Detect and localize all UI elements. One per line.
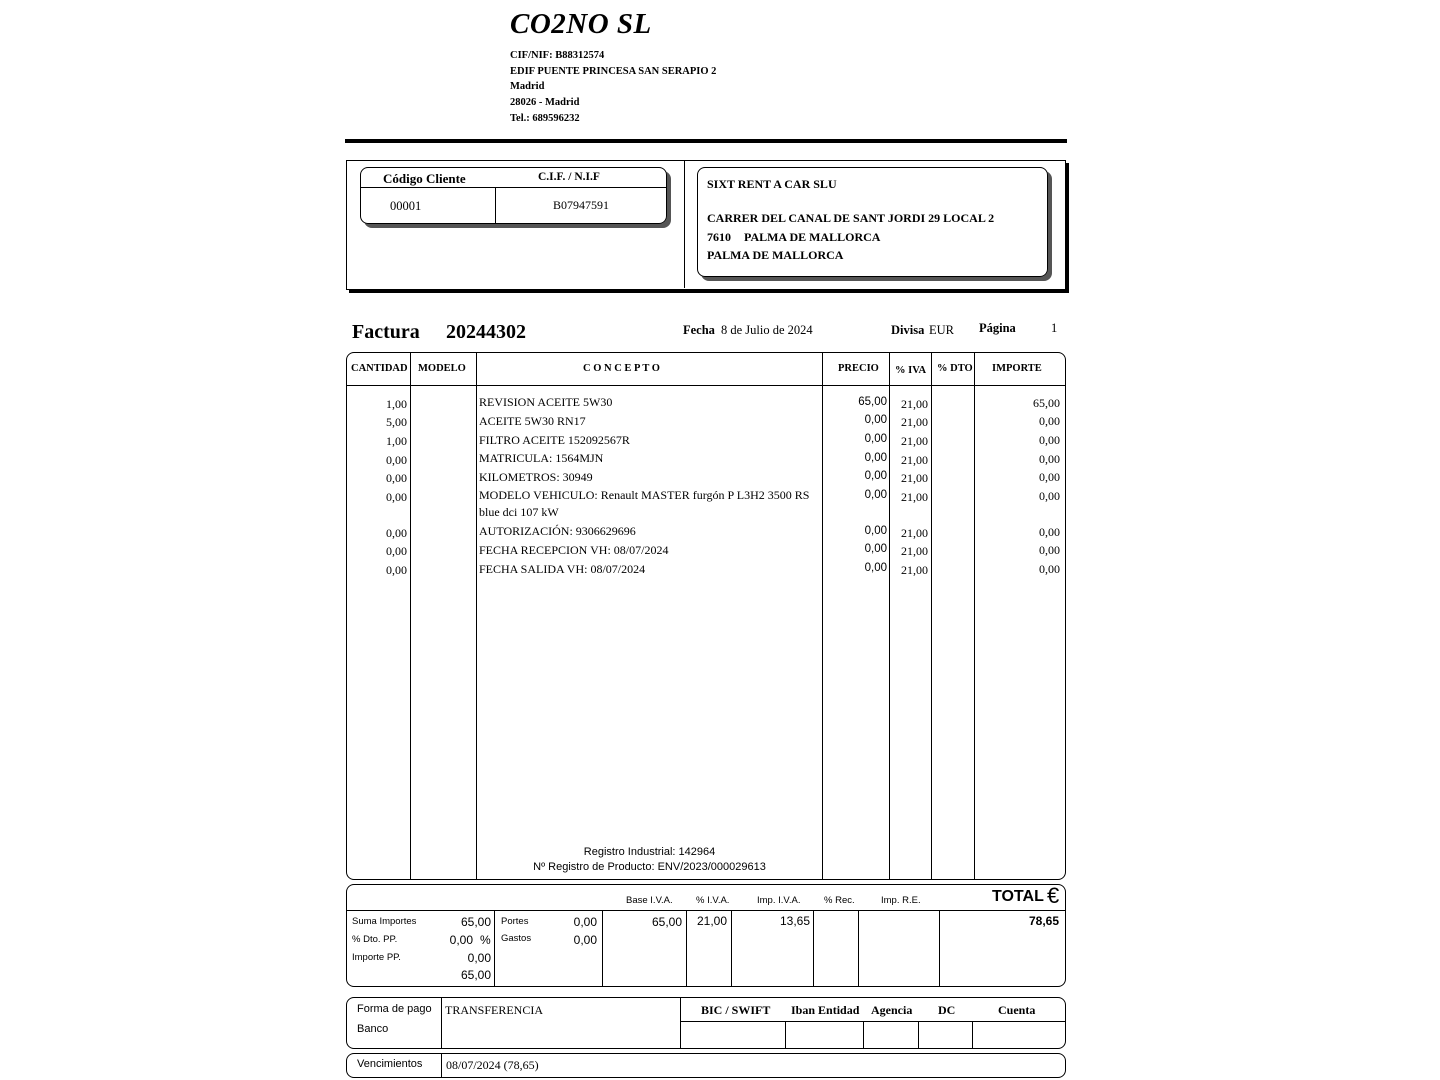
suma-importes: 65,00 <box>460 915 491 929</box>
company-city: Madrid <box>510 81 545 92</box>
client-divider <box>684 160 685 288</box>
row-concepto: FECHA SALIDA VH: 08/07/2024 <box>479 562 646 576</box>
row-cantidad: 0,00 <box>386 563 407 577</box>
row-importe: 0,00 <box>1039 470 1060 484</box>
row-precio: 0,00 <box>864 433 887 445</box>
header-importe: IMPORTE <box>992 363 1042 374</box>
row-cantidad: 1,00 <box>386 434 407 448</box>
row-cantidad: 0,00 <box>386 471 407 485</box>
imp-iva-label: Imp. I.V.A. <box>757 895 801 906</box>
company-phone: Tel.: 689596232 <box>510 113 580 124</box>
registro-producto: Nº Registro de Producto: ENV/2023/000029613 <box>533 861 766 873</box>
row-importe: 0,00 <box>1039 562 1060 576</box>
items-table <box>346 352 1066 880</box>
header-dto: % DTO <box>937 363 973 374</box>
dc-label: DC <box>938 1003 956 1017</box>
items-header-rule <box>347 385 1065 386</box>
client-name: SIXT RENT A CAR SLU <box>707 177 837 191</box>
row-precio: 65,00 <box>858 396 887 408</box>
invoice-number: 20244302 <box>446 321 526 343</box>
row-concepto: AUTORIZACIÓN: 9306629696 <box>479 524 636 538</box>
invoice-date: 8 de Julio de 2024 <box>721 323 813 337</box>
gastos-label: Gastos <box>501 933 532 944</box>
dto-pp-pct: % <box>480 933 491 947</box>
euro-icon: € <box>1047 883 1060 908</box>
row-iva: 21,00 <box>901 453 928 467</box>
page-label: Página <box>979 321 1016 335</box>
dto-pp: 0,00 <box>449 933 473 947</box>
row-precio: 0,00 <box>864 452 887 464</box>
client-cif-label: C.I.F. / N.I.F <box>538 171 600 183</box>
row-importe: 0,00 <box>1039 489 1060 503</box>
row-concepto: MATRICULA: 1564MJN <box>479 451 604 465</box>
row-iva: 21,00 <box>901 415 928 429</box>
pct-iva: 21,00 <box>696 914 727 928</box>
header-rule <box>345 139 1067 143</box>
imp-re-label: Imp. R.E. <box>881 895 921 906</box>
gastos: 0,00 <box>573 933 597 947</box>
vencimientos-value: 08/07/2024 (78,65) <box>446 1058 539 1072</box>
row-precio: 0,00 <box>864 562 887 574</box>
col-divider <box>476 353 477 879</box>
company-cif: CIF/NIF: B88312574 <box>510 50 605 61</box>
header-concepto: C O N C E P T O <box>583 363 660 374</box>
row-iva: 21,00 <box>901 526 928 540</box>
client-code-value: 00001 <box>390 199 422 213</box>
importe-pp-label: Importe PP. <box>352 952 401 963</box>
base-iva: 65,00 <box>651 915 682 929</box>
col-divider <box>974 353 975 879</box>
invoice-currency: EUR <box>929 323 954 337</box>
header-precio: PRECIO <box>838 363 879 374</box>
row-precio: 0,00 <box>864 525 887 537</box>
pct-iva-label: % I.V.A. <box>696 895 730 906</box>
row-cantidad: 1,00 <box>386 397 407 411</box>
bic-label: BIC / SWIFT <box>701 1003 771 1017</box>
forma-pago: TRANSFERENCIA <box>445 1003 544 1017</box>
row-importe: 0,00 <box>1039 525 1060 539</box>
registro-industrial: Registro Industrial: 142964 <box>583 846 716 858</box>
iban-label: Iban Entidad <box>791 1003 860 1017</box>
row-importe: 65,00 <box>1033 396 1060 410</box>
total-label: TOTAL <box>992 888 1044 905</box>
col-divider <box>889 353 890 879</box>
row-importe: 0,00 <box>1039 433 1060 447</box>
agencia-label: Agencia <box>871 1003 913 1017</box>
bank-divider <box>918 1021 919 1048</box>
row-concepto-continued: blue dci 107 kW <box>479 505 559 519</box>
bank-divider <box>785 1021 786 1048</box>
company-name: CO2NO SL <box>510 8 652 40</box>
subtotal: 65,00 <box>460 968 491 982</box>
row-importe: 0,00 <box>1039 414 1060 428</box>
portes: 0,00 <box>573 915 597 929</box>
imp-iva: 13,65 <box>779 914 810 928</box>
col-divider <box>822 353 823 879</box>
total-value: 78,65 <box>1028 914 1059 928</box>
row-precio: 0,00 <box>864 489 887 501</box>
vencimientos-label: Vencimientos <box>357 1058 423 1070</box>
totals-header-rule <box>347 910 1065 911</box>
bank-divider <box>972 1021 973 1048</box>
row-iva: 21,00 <box>901 563 928 577</box>
bank-divider <box>863 1021 864 1048</box>
row-concepto: MODELO VEHICULO: Renault MASTER furgón P L3H2 3500 RS <box>479 488 810 502</box>
banco-label: Banco <box>357 1023 389 1035</box>
cuenta-label: Cuenta <box>998 1003 1036 1017</box>
col-divider <box>931 353 932 879</box>
date-label: Fecha <box>683 323 715 337</box>
portes-label: Portes <box>501 916 529 927</box>
header-iva: % IVA <box>895 365 927 376</box>
row-cantidad: 0,00 <box>386 490 407 504</box>
totals-divider <box>939 911 940 986</box>
company-address: EDIF PUENTE PRINCESA SAN SERAPIO 2 <box>510 66 717 77</box>
totals-divider <box>731 911 732 986</box>
header-cantidad: CANTIDAD <box>351 363 408 374</box>
totals-divider <box>494 911 495 986</box>
suma-importes-label: Suma Importes <box>352 916 417 927</box>
totals-divider <box>858 911 859 986</box>
row-precio: 0,00 <box>864 414 887 426</box>
row-iva: 21,00 <box>901 471 928 485</box>
row-concepto: FILTRO ACEITE 152092567R <box>479 433 630 447</box>
header-modelo: MODELO <box>418 363 466 374</box>
row-importe: 0,00 <box>1039 452 1060 466</box>
totals-divider <box>813 911 814 986</box>
client-province: PALMA DE MALLORCA <box>707 248 844 262</box>
company-postal: 28026 - Madrid <box>510 97 580 108</box>
client-postal-code: 7610 <box>707 230 731 244</box>
row-iva: 21,00 <box>901 434 928 448</box>
client-code-box-divider <box>495 187 496 224</box>
row-concepto: ACEITE 5W30 RN17 <box>479 414 586 428</box>
client-city: PALMA DE MALLORCA <box>744 230 881 244</box>
col-divider <box>410 353 411 879</box>
row-iva: 21,00 <box>901 544 928 558</box>
pct-rec-label: % Rec. <box>824 895 855 906</box>
row-precio: 0,00 <box>864 470 887 482</box>
forma-pago-label: Forma de pago <box>357 1003 432 1015</box>
currency-label: Divisa <box>891 323 925 337</box>
row-concepto: REVISION ACEITE 5W30 <box>479 395 613 409</box>
row-importe: 0,00 <box>1039 543 1060 557</box>
client-address: CARRER DEL CANAL DE SANT JORDI 29 LOCAL 2 <box>707 211 995 225</box>
row-cantidad: 0,00 <box>386 544 407 558</box>
row-cantidad: 0,00 <box>386 453 407 467</box>
payment-divider <box>441 998 442 1048</box>
client-code-box-rule <box>361 187 666 188</box>
row-concepto: FECHA RECEPCION VH: 08/07/2024 <box>479 543 669 557</box>
row-cantidad: 0,00 <box>386 526 407 540</box>
payment-divider <box>680 998 681 1048</box>
base-iva-label: Base I.V.A. <box>626 895 673 906</box>
row-iva: 21,00 <box>901 490 928 504</box>
vencimientos-divider <box>441 1054 442 1077</box>
totals-divider <box>602 911 603 986</box>
dto-pp-label: % Dto. PP. <box>352 934 398 945</box>
importe-pp: 0,00 <box>467 951 491 965</box>
invoice-label: Factura <box>352 321 420 343</box>
totals-divider <box>686 911 687 986</box>
row-iva: 21,00 <box>901 397 928 411</box>
row-cantidad: 5,00 <box>386 415 407 429</box>
row-concepto: KILOMETROS: 30949 <box>479 470 593 484</box>
page-number: 1 <box>1051 321 1058 335</box>
row-precio: 0,00 <box>864 543 887 555</box>
client-code-label: Código Cliente <box>383 171 466 186</box>
client-cif-value: B07947591 <box>553 198 610 212</box>
bank-header-rule <box>681 1021 1065 1022</box>
